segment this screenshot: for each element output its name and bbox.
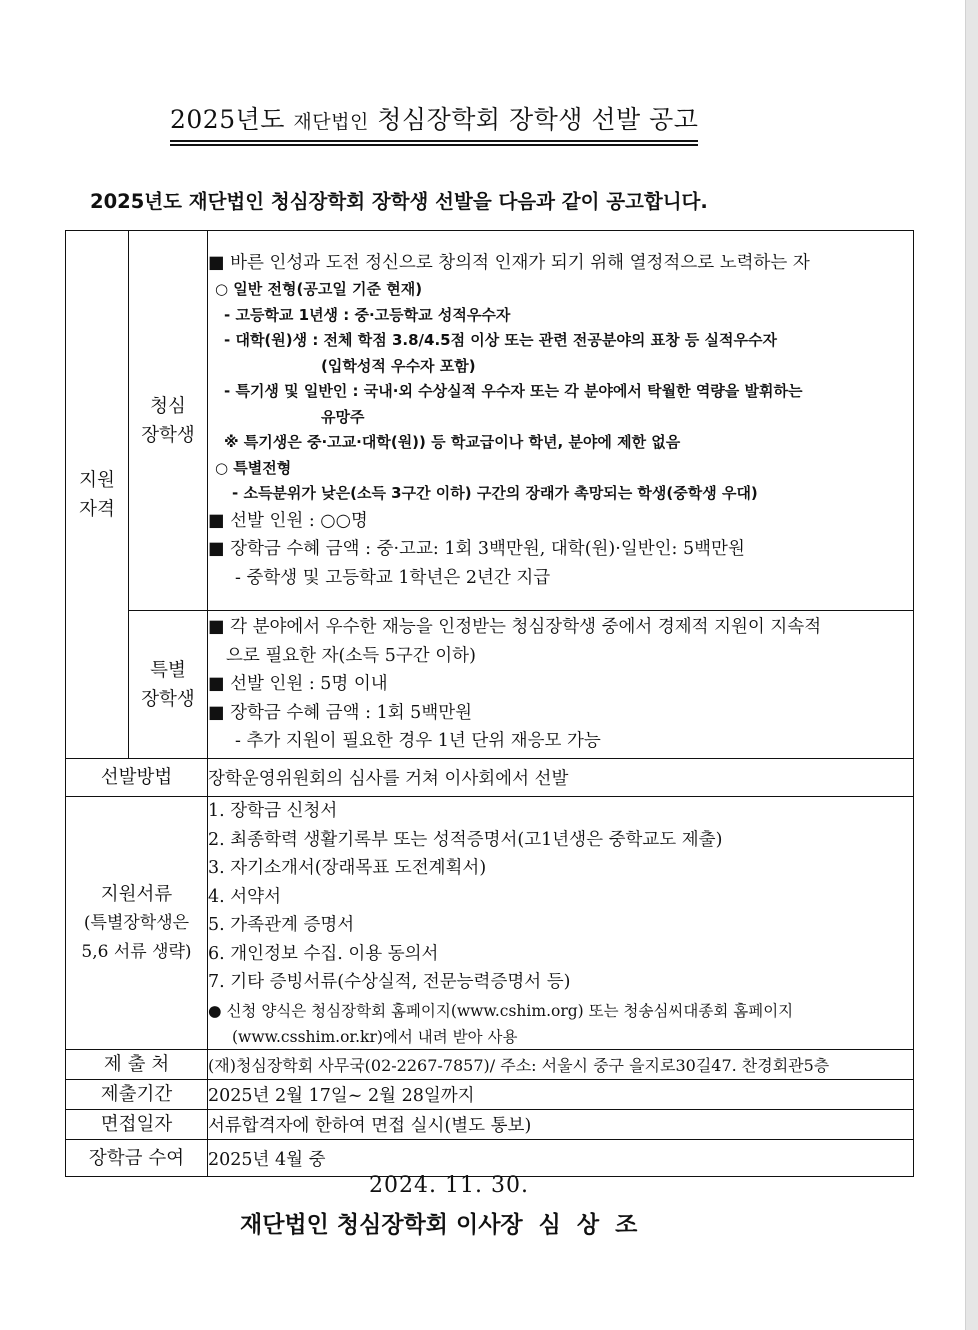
row-submit-to [66, 1050, 914, 1080]
cheongsim-line-7: 유망주 [321, 407, 365, 426]
cheongsim-content [208, 231, 914, 611]
document-item-3: 3. 자기소개서(장래목표 도전계획서) [208, 858, 487, 878]
special-line-5: - 추가 지원이 필요한 경우 1년 단위 재응모 가능 [235, 731, 601, 752]
award-value: 2025년 4월 중 [208, 1140, 914, 1177]
documents-label: 지원서류 (특별장학생은 5,6 서류 생략) [66, 797, 208, 1050]
cheongsim-line-2: ○ 일반 전형(공고일 기준 현재) [215, 280, 423, 299]
row-special [66, 611, 914, 759]
cheongsim-line-5: (입학성적 우수자 포함) [321, 356, 476, 375]
notice-table [65, 230, 914, 1177]
cheongsim-line-1: ■ 바른 인성과 도전 정신으로 창의적 인재가 되기 위해 열정적으로 노력하는 자 [208, 252, 810, 273]
selection-label: 선발방법 [66, 759, 208, 797]
notice-date: 2024. 11. 30. [369, 1173, 529, 1198]
special-line-1: ■ 각 분야에서 우수한 재능을 인정받는 청심장학생 중에서 경제적 지원이 지속적 [208, 617, 822, 638]
cheongsim-line-12: ■ 장학금 수혜 금액 : 중·고교: 1회 3백만원, 대학(원)·일반인: 5백만원 [208, 539, 745, 560]
special-line-3: ■ 선발 인원 : 5명 이내 [208, 674, 388, 695]
cheongsim-line-11: ■ 선발 인원 : ○○명 [208, 510, 368, 531]
documents-content [208, 797, 914, 1050]
interview-label: 면접일자 [66, 1110, 208, 1140]
page-title: 2025년도 재단법인 청심장학회 장학생 선발 공고 [170, 104, 698, 142]
document-item-2: 2. 최종학력 생활기록부 또는 성적증명서(고1년생은 중학교도 제출) [208, 829, 723, 850]
cheongsim-line-3: - 고등학교 1년생 : 중·고등학교 성적우수자 [224, 305, 511, 324]
row-documents [66, 797, 914, 1050]
document-item-6: 6. 개인정보 수집. 이용 동의서 [208, 943, 439, 964]
document-note-2: (www.csshim.or.kr)에서 내려 받아 사용 [232, 1028, 518, 1046]
special-line-2: 으로 필요한 자(소득 5구간 이하) [226, 645, 476, 666]
qualification-label: 지원 자격 [66, 231, 129, 759]
document-note-1: ● 신청 양식은 청심장학회 홈페이지(www.cshim.org) 또는 청송심씨대종회 홈페이지 [208, 1001, 794, 1020]
period-label: 제출기간 [66, 1080, 208, 1110]
submit-to-value: (재)청심장학회 사무국(02-2267-7857)/ 주소: 서울시 중구 을지로30길47. 찬경회관5층 [208, 1050, 914, 1080]
row-selection [66, 759, 914, 797]
cheongsim-label: 청심 장학생 [129, 231, 208, 611]
intro-text: 2025년도 재단법인 청심장학회 장학생 선발을 다음과 같이 공고합니다. [90, 190, 708, 213]
vertical-scrollbar[interactable] [965, 0, 978, 1330]
special-content [208, 611, 914, 759]
document-item-7: 7. 기타 증빙서류(수상실적, 전문능력증명서 등) [208, 972, 571, 992]
cheongsim-line-9: ○ 특별전형 [215, 458, 292, 477]
row-cheongsim [66, 231, 914, 611]
special-label: 특별 장학생 [129, 611, 208, 759]
special-line-4: ■ 장학금 수혜 금액 : 1회 5백만원 [208, 702, 473, 723]
document-item-5: 5. 가족관계 증명서 [208, 915, 355, 935]
interview-value: 서류합격자에 한하여 면접 실시(별도 통보) [208, 1110, 914, 1140]
document-item-4: 4. 서약서 [208, 886, 281, 907]
cheongsim-line-4: - 대학(원)생 : 전체 학점 3.8/4.5점 이상 또는 관련 전공분야의 표창 등 실적우수자 [224, 331, 777, 350]
cheongsim-line-8: ※ 특기생은 중·고교·대학(원)) 등 학교급이나 학년, 분야에 제한 없음 [224, 433, 681, 452]
selection-value: 장학운영위원회의 심사를 거쳐 이사회에서 선발 [208, 759, 914, 797]
row-interview [66, 1110, 914, 1140]
period-value: 2025년 2월 17일~ 2월 28일까지 [208, 1080, 914, 1110]
row-award [66, 1140, 914, 1177]
cheongsim-line-6: - 특기생 및 일반인 : 국내·외 수상실적 우수자 또는 각 분야에서 탁월한 역량을 발휘하는 [224, 382, 803, 401]
document-item-1: 1. 장학금 신청서 [208, 801, 338, 821]
award-label: 장학금 수여 [66, 1140, 208, 1177]
cheongsim-line-10: - 소득분위가 낮은(소득 3구간 이하) 구간의 장래가 촉망되는 학생(중학생 우대) [232, 484, 758, 503]
row-period [66, 1080, 914, 1110]
cheongsim-line-13: - 중학생 및 고등학교 1학년은 2년간 지급 [235, 567, 551, 588]
submit-to-label: 제 출 처 [66, 1050, 208, 1080]
signature: 재단법인 청심장학회 이사장 심 상 조 [240, 1212, 638, 1238]
